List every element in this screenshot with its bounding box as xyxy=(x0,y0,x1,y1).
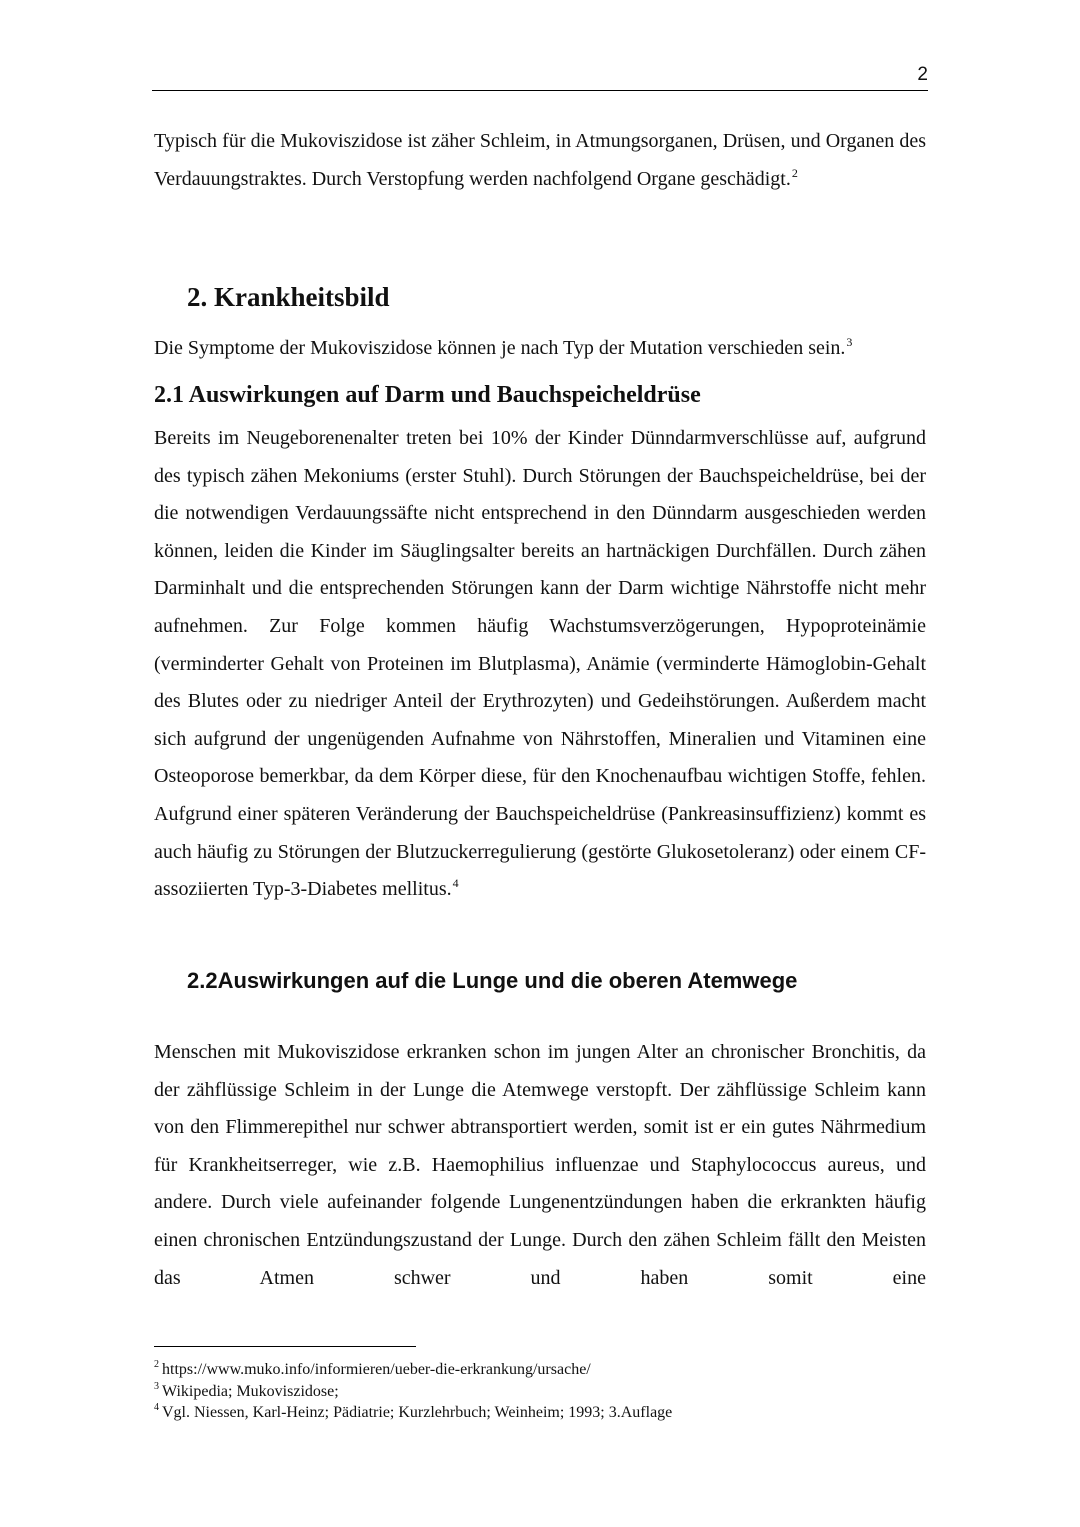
footnote-ref: 2 xyxy=(791,165,798,180)
footnote-separator xyxy=(154,1346,416,1347)
footnote-text: Vgl. Niessen, Karl-Heinz; Pädiatrie; Kurzlehrbuch; Weinheim; 1993; 3.Auflage xyxy=(162,1404,673,1421)
footnotes-list xyxy=(154,1359,926,1424)
page-number: 2 xyxy=(917,64,928,85)
subsection-heading-2-1: 2.1 Auswirkungen auf Darm und Bauchspeicheldrüse xyxy=(154,382,701,408)
intro-paragraph xyxy=(154,123,926,198)
footnote-text: Wikipedia; Mukoviszidose; xyxy=(162,1382,339,1400)
footnote-mark: 2 xyxy=(154,1359,159,1370)
subsection-2-1-text: Bereits im Neugeborenenalter treten bei 10% der Kinder Dünndarmverschlüsse auf, aufgrund des typisch zähen Mekoniums (erster Stuhl). Durch Störungen der Bauchspeicheldrüse, bei der die notwendigen Verdauungssäfte nicht entsprechend in den Dünndarm ausgeschieden werden können, leiden die Kinder im Säuglingsalter bereits an hartnäckigen Durchfällen. Durch zähen Darminhalt und die entsprechenden Störungen kann der Darm wichtige Nährstoffe nicht mehr aufnehmen. Zur Folge kommen häufig Wachstumsverzögerungen, Hypoproteinämie (verminderter Gehalt von Proteinen im Blutplasma), Anämie (verminderte Hämoglobin-Gehalt des Blutes oder zu niedriger Anteil der Erythrozyten) und Gedeihstörungen. Außerdem macht sich aufgrund der ungenügenden Aufnahme von Nährstoffen, Mineralien und Vitaminen eine Osteoporose bemerkbar, da dem Körper diese, für den Knochenaufbau wichtigen Stoffe, fehlen. Aufgrund einer späteren Veränderung der Bauchspeicheldrüse (Pankreasinsuffizienz) kommt es auch häufig zu Störungen der Blutzuckerregulierung (gestörte Glukosetoleranz) oder einem CF-assoziierten Typ-3-Diabetes mellitus. xyxy=(154,427,926,901)
footnote-mark: 3 xyxy=(154,1380,159,1392)
subsection-2-2-text: Menschen mit Mukoviszidose erkranken schon im jungen Alter an chronischer Bronchitis, da der zähflüssige Schleim in der Lunge die Atemwege verstopft. Der zähflüssige Schleim kann von den Flimmerepithel nur schwer abtransportiert werden, somit ist er ein gutes Nährmedium für Krankheitserreger, wie z.B. Haemophilius influenzae und Staphylococcus aureus, und andere. Durch viele aufeinander folgende Lungenentzündungen haben die erkrankten häufig einen chronischen Entzündungszustand der Lunge. Durch den zähen Schleim fällt den Meisten das Atmen schwer und haben somit eine xyxy=(154,1041,926,1289)
footnote-link[interactable]: https://www.muko.info/informieren/ueber-die-erkrankung/ursache/ xyxy=(162,1361,591,1378)
header-rule xyxy=(152,90,928,91)
section-intro-paragraph xyxy=(154,330,926,368)
footnote-mark: 4 xyxy=(154,1402,159,1413)
footnote-ref: 3 xyxy=(846,335,853,349)
intro-text: Typisch für die Mukoviszidose ist zäher Schleim, in Atmungsorganen, Drüsen, und Organen des Verdauungstraktes. Durch Verstopfung werden nachfolgend Organe geschädigt. xyxy=(154,130,926,190)
subsection-2-1-paragraph xyxy=(154,420,926,909)
footnote-item xyxy=(154,1359,926,1381)
footnote-ref: 4 xyxy=(452,876,459,891)
footnote-item xyxy=(154,1402,926,1424)
section-heading: 2. Krankheitsbild xyxy=(187,282,390,312)
subsection-heading-2-2: 2.2Auswirkungen auf die Lunge und die oberen Atemwege xyxy=(187,968,798,993)
subsection-2-2-paragraph xyxy=(154,1034,926,1297)
section-intro-text: Die Symptome der Mukoviszidose können je nach Typ der Mutation verschieden sein. xyxy=(154,337,846,359)
footnote-item xyxy=(154,1381,926,1403)
